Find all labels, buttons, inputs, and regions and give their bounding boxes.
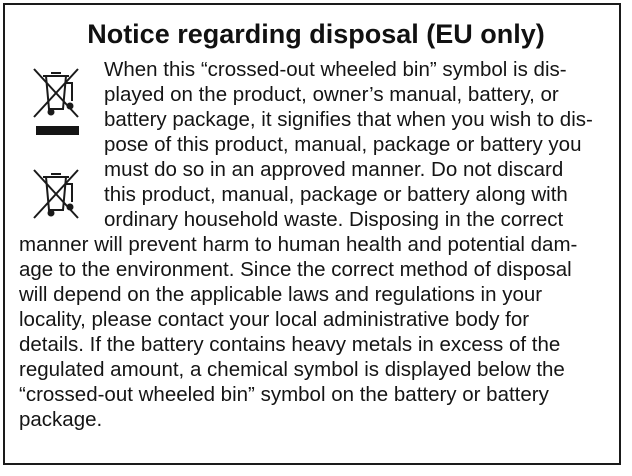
notice-text-line: ordinary household waste. Disposing in the correct bbox=[104, 208, 564, 231]
notice-text-line: “crossed-out wheeled bin” symbol on the battery or battery bbox=[19, 383, 549, 406]
notice-text-line: played on the product, owner’s manual, battery, or bbox=[104, 83, 559, 106]
crossed-out-wheeled-bin-icon bbox=[30, 164, 82, 222]
notice-text-line: will depend on the applicable laws and regulations in your bbox=[19, 283, 543, 306]
notice-text-line: this product, manual, package or battery along with bbox=[104, 183, 568, 206]
notice-title: Notice regarding disposal (EU only) bbox=[87, 19, 545, 49]
notice-text-line: manner will prevent harm to human health and potential dam- bbox=[19, 233, 578, 256]
notice-text-line: regulated amount, a chemical symbol is displayed below the bbox=[19, 358, 565, 381]
notice-text-line: When this “crossed-out wheeled bin” symbol is dis- bbox=[104, 58, 567, 81]
notice-text-line: package. bbox=[19, 408, 103, 431]
notice-text-line: must do so in an approved manner. Do not discard bbox=[104, 158, 564, 181]
notice-text-line: battery package, it signifies that when you wish to dis- bbox=[104, 108, 593, 131]
notice-text-line: age to the environment. Since the correct method of disposal bbox=[19, 258, 572, 281]
notice-text-line: pose of this product, manual, package or battery you bbox=[104, 133, 582, 156]
solid-bar-icon bbox=[36, 126, 79, 135]
notice-text-line: details. If the battery contains heavy metals in excess of the bbox=[19, 333, 561, 356]
crossed-out-wheeled-bin-icon bbox=[30, 63, 82, 121]
notice-text-line: locality, please contact your local administrative body for bbox=[19, 308, 530, 331]
